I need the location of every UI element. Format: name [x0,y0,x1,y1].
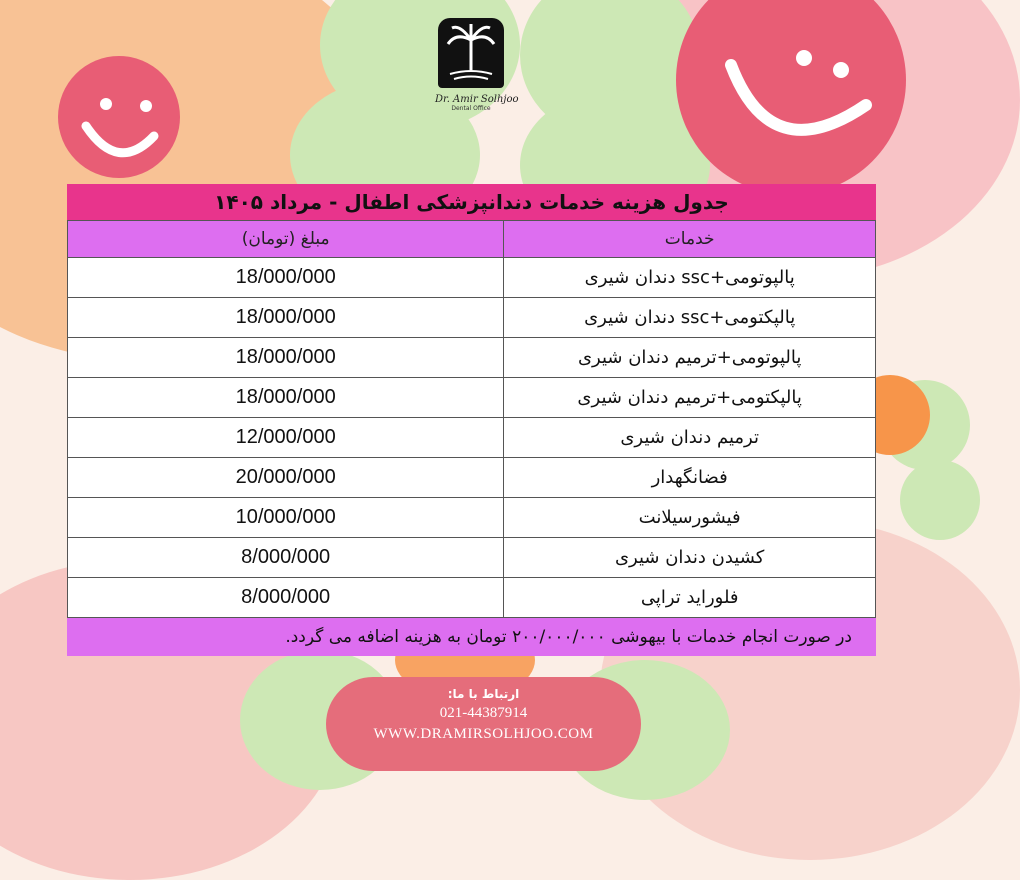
service-cell: پالپوتومی+ترمیم دندان شیری [504,338,876,378]
table-row [68,418,876,458]
smiley-small-icon [58,56,180,178]
service-cell: فضانگهدار [504,458,876,498]
header-service: خدمات [504,221,876,258]
service-cell: پالپوتومی+ssc دندان شیری [504,258,876,298]
clinic-name: Dr. Amir Solhjoo [435,94,519,105]
contact-website[interactable]: WWW.DRAMIRSOLHJOO.COM [373,726,594,742]
price-cell: 12/000/000 [68,418,504,458]
contact-label: ارتباط با ما: [447,687,520,701]
price-cell: 18/000/000 [68,258,504,298]
table-row [68,378,876,418]
price-cell: 18/000/000 [68,378,504,418]
service-cell: فلوراید تراپی [504,578,876,618]
service-cell: کشیدن دندان شیری [504,538,876,578]
table-row [68,578,876,618]
price-cell: 8/000/000 [68,538,504,578]
service-cell: پالپکتومی+ssc دندان شیری [504,298,876,338]
anesthesia-note: در صورت انجام خدمات با بیهوشی ۲۰۰/۰۰۰/۰۰۰ تومان به هزینه اضافه می گردد. [67,618,876,656]
price-table-card [67,184,876,647]
clinic-subtitle: Dental Office [451,105,491,112]
table-row [68,298,876,338]
table-row [68,338,876,378]
header-price: مبلغ (تومان) [68,221,504,258]
price-cell: 18/000/000 [68,298,504,338]
price-cell: 20/000/000 [68,458,504,498]
palm-tree-icon [438,18,504,88]
smiley-large-icon [676,0,906,186]
price-cell: 18/000/000 [68,338,504,378]
price-table [67,220,876,618]
table-row [68,458,876,498]
contact-box [326,677,641,771]
price-cell: 10/000/000 [68,498,504,538]
table-header-row [68,221,876,258]
table-title: جدول هزینه خدمات دندانپزشکی اطفال - مرداد ۱۴۰۵ [67,184,876,220]
table-row [68,258,876,298]
price-cell: 8/000/000 [68,578,504,618]
table-row [68,498,876,538]
service-cell: پالپکتومی+ترمیم دندان شیری [504,378,876,418]
contact-phone[interactable]: 021-44387914 [439,705,528,721]
table-row [68,538,876,578]
service-cell: فیشورسیلانت [504,498,876,538]
service-cell: ترمیم دندان شیری [504,418,876,458]
clinic-logo [435,18,519,138]
